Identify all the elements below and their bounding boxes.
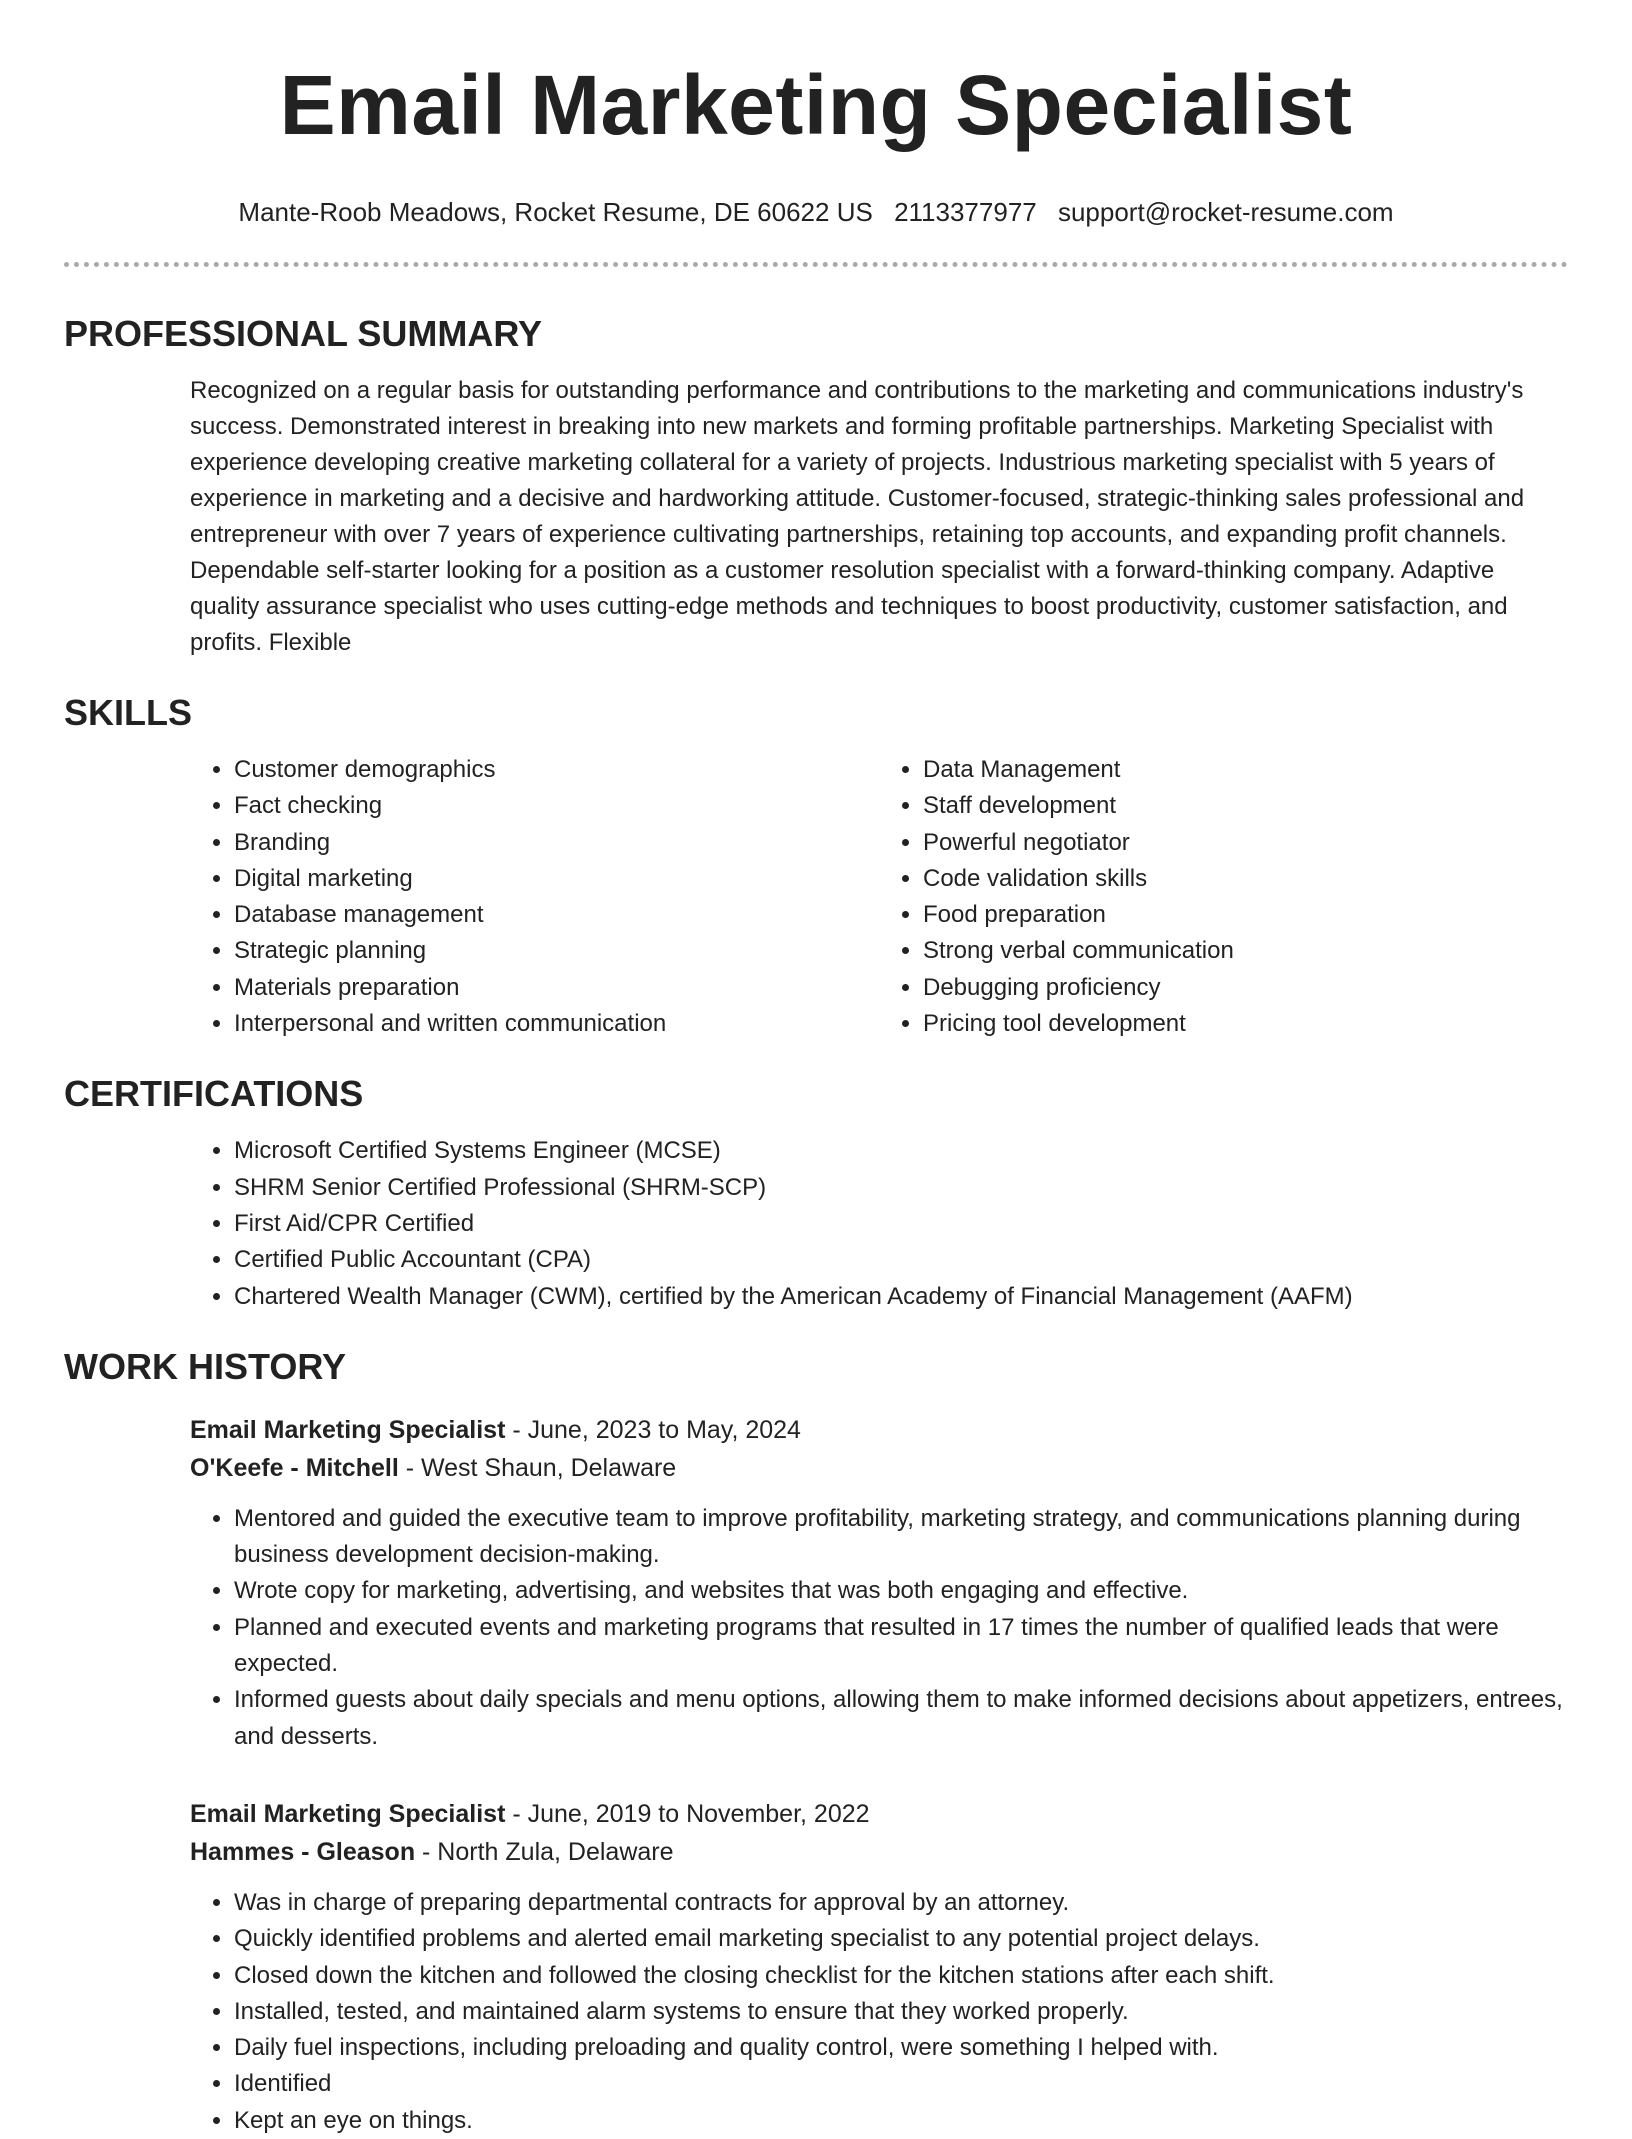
skill-item: • Interpersonal and written communication (234, 1006, 879, 1042)
job-bullet: • Wrote copy for marketing, advertising, and websites that was both engaging and effective. (234, 1573, 1568, 1609)
job-title-line (190, 1411, 1568, 1449)
skill-item: • Materials preparation (234, 970, 879, 1006)
work-history-heading: WORK HISTORY (64, 1345, 347, 1387)
summary-section (64, 312, 1568, 661)
certification-item: • Certified Public Accountant (CPA) (234, 1242, 1568, 1278)
certification-item: • Chartered Wealth Manager (CWM), certified by the American Academy of Financial Management (AAFM) (234, 1279, 1568, 1315)
job-company-line (190, 1833, 1568, 1871)
header-divider (64, 262, 1568, 267)
certifications-heading: CERTIFICATIONS (64, 1073, 364, 1115)
job-company: O'Keefe - Mitchell (190, 1453, 399, 1482)
resume-title: Email Marketing Specialist (279, 58, 1353, 152)
job-title: Email Marketing Specialist (190, 1799, 506, 1828)
work-history-section (64, 1345, 1568, 2139)
job-bullet: • Identified (234, 2066, 1568, 2102)
job-location: - West Shaun, Delaware (398, 1453, 677, 1482)
job-title-line (190, 1795, 1568, 1833)
skill-item: • Fact checking (234, 788, 879, 824)
contact-phone: 2113377977 (894, 197, 1037, 227)
summary-text: Recognized on a regular basis for outstanding performance and contributions to the marketing and communications industry's success. Demonstrated interest in breaking into new markets and forming profitable partnerships. Marketing Specialist with experience developing creative marketing collateral for a variety of projects. Industrious marketing specialist with 5 years of experience in marketing and a decisive and hardworking attitude. Customer-focused, strategic-thinking sales professional and entrepreneur with over 7 years of experience cultivating partnerships, retaining top accounts, and expanding profit channels. Dependable self-starter looking for a position as a customer resolution specialist with a forward-thinking company. Adaptive quality assurance specialist who uses cutting-edge methods and techniques to boost productivity, customer satisfaction, and profits. Flexible (190, 377, 1525, 656)
job-bullet: • Kept an eye on things. (234, 2103, 1568, 2139)
job-bullet: • Planned and executed events and marketing programs that resulted in 17 times the number of qualified leads that were expected. (234, 1610, 1568, 1683)
job-dates: - June, 2023 to May, 2024 (505, 1415, 801, 1444)
skill-item: • Debugging proficiency (923, 970, 1568, 1006)
job-company: Hammes - Gleason (190, 1837, 416, 1866)
job-bullet: • Mentored and guided the executive team to improve profitability, marketing strategy, and communications planning during business development decision-making. (234, 1501, 1568, 1574)
job-location: - North Zula, Delaware (415, 1837, 674, 1866)
contact-email: support@rocket-resume.com (1057, 197, 1394, 227)
job-bullets (190, 1501, 1568, 1755)
skills-section (64, 691, 1568, 1042)
skill-item: • Customer demographics (234, 752, 879, 788)
skills-heading: SKILLS (64, 692, 193, 733)
skill-item: • Strategic planning (234, 933, 879, 969)
skill-item: • Strong verbal communication (923, 933, 1568, 969)
job-bullet: • Quickly identified problems and alerted email marketing specialist to any potential project delays. (234, 1921, 1568, 1957)
skill-item: • Data Management (923, 752, 1568, 788)
job-bullet: • Daily fuel inspections, including preloading and quality control, were something I helped with. (234, 2030, 1568, 2066)
skill-item: • Food preparation (923, 897, 1568, 933)
contact-line (64, 195, 1568, 229)
job-entry (190, 1795, 1568, 2139)
job-dates: - June, 2019 to November, 2022 (505, 1799, 870, 1828)
job-bullet: • Informed guests about daily specials and menu options, allowing them to make informed decisions about appetizers, entrees, and desserts. (234, 1682, 1568, 1755)
job-entry (190, 1411, 1568, 1755)
skill-item: • Branding (234, 825, 879, 861)
skill-item: • Powerful negotiator (923, 825, 1568, 861)
certification-item: • SHRM Senior Certified Professional (SHRM-SCP) (234, 1170, 1568, 1206)
skills-list-right (879, 752, 1568, 1042)
certification-item: • Microsoft Certified Systems Engineer (MCSE) (234, 1133, 1568, 1169)
skill-item: • Staff development (923, 788, 1568, 824)
certifications-section (64, 1072, 1568, 1314)
job-company-line (190, 1449, 1568, 1487)
summary-heading: PROFESSIONAL SUMMARY (64, 313, 543, 354)
skills-list-left (190, 752, 879, 1042)
skill-item: • Code validation skills (923, 861, 1568, 897)
skill-item: • Pricing tool development (923, 1006, 1568, 1042)
skill-item: • Database management (234, 897, 879, 933)
certifications-list (190, 1133, 1568, 1314)
job-bullet: • Installed, tested, and maintained alarm systems to ensure that they worked properly. (234, 1994, 1568, 2030)
certification-item: • First Aid/CPR Certified (234, 1206, 1568, 1242)
job-bullet: • Was in charge of preparing departmental contracts for approval by an attorney. (234, 1885, 1568, 1921)
job-bullets (190, 1885, 1568, 2139)
contact-address: Mante-Roob Meadows, Rocket Resume, DE 60622 US (238, 197, 873, 227)
job-title: Email Marketing Specialist (190, 1415, 506, 1444)
skill-item: • Digital marketing (234, 861, 879, 897)
job-bullet: • Closed down the kitchen and followed the closing checklist for the kitchen stations after each shift. (234, 1958, 1568, 1994)
skills-grid (190, 752, 1568, 1042)
